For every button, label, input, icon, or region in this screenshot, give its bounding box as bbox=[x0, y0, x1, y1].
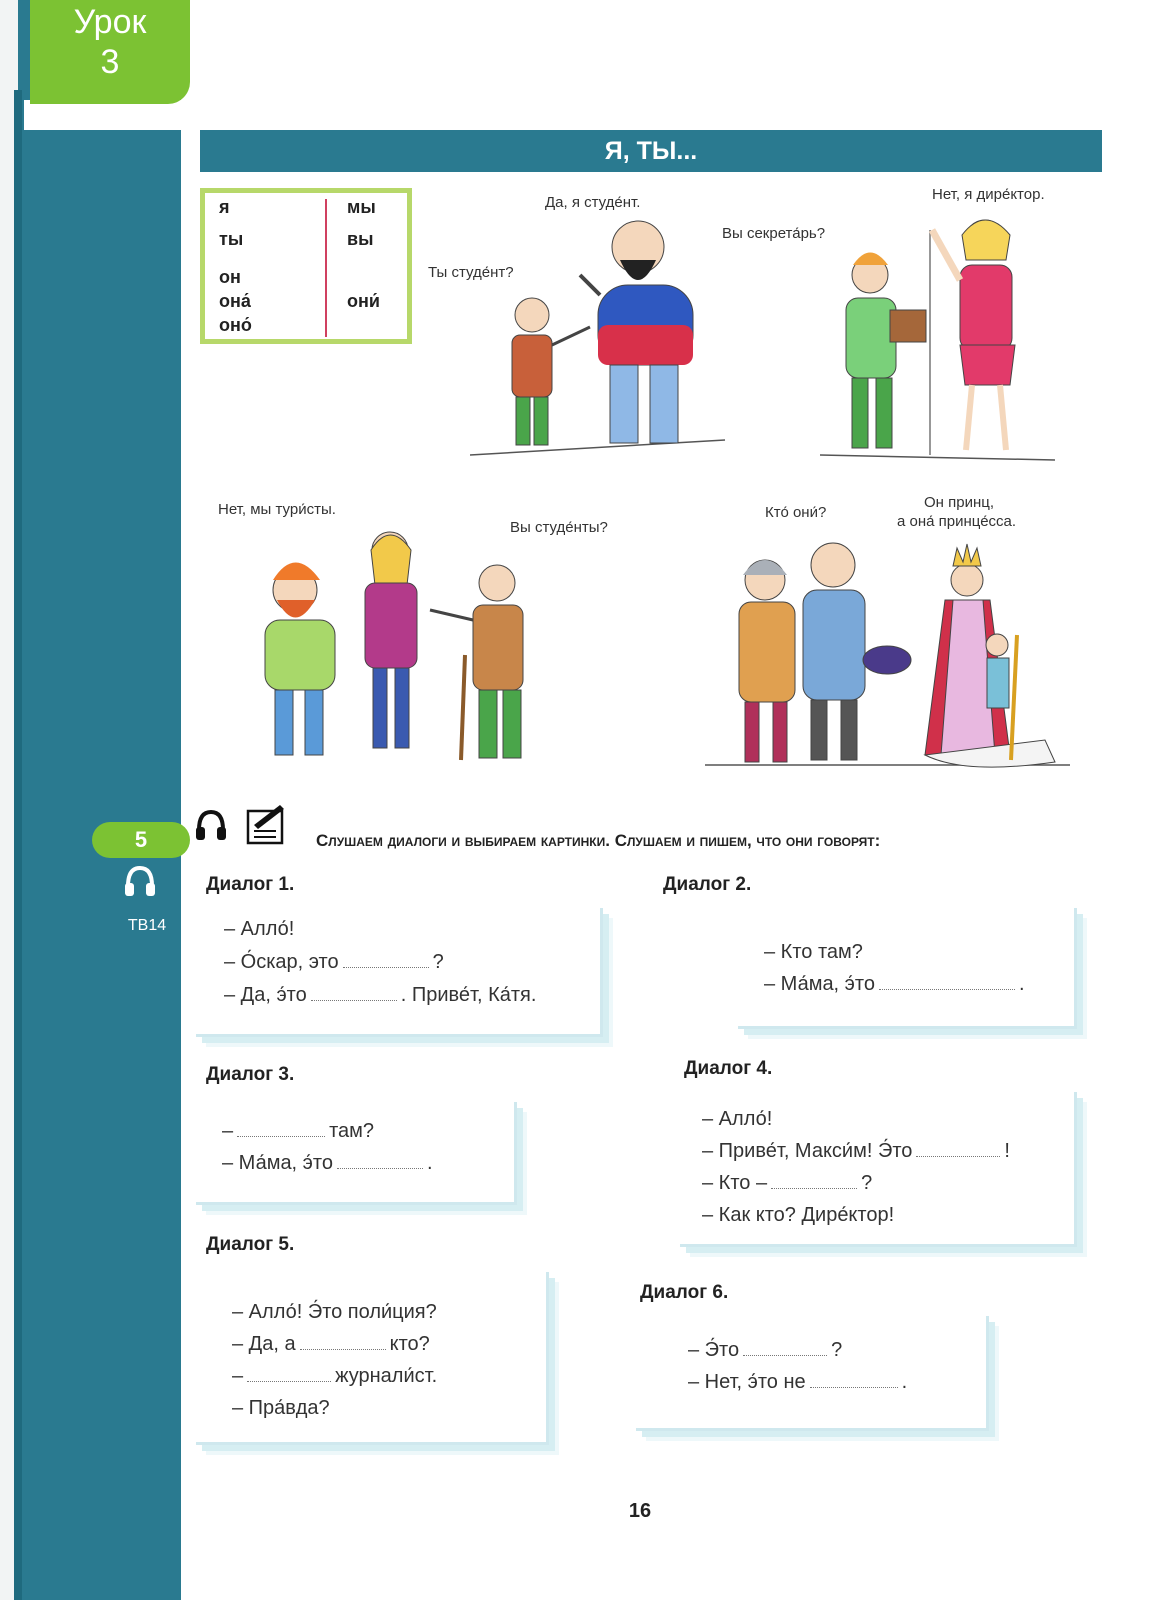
pronoun-ona: она́ bbox=[219, 291, 251, 311]
exercise-instruction: Слушаем диалоги и выбираем картинки. Слушаем и пишем, что они говорят: bbox=[316, 831, 881, 850]
dialog-5-line-2-start: – Да, а bbox=[232, 1333, 296, 1355]
pronoun-table bbox=[200, 188, 412, 344]
speech-yes-student: Да, я студе́нт. bbox=[545, 194, 641, 211]
dialog-5-line-2-end: кто? bbox=[389, 1333, 430, 1355]
dialog-5-line-3-start: – bbox=[232, 1365, 244, 1387]
dialog-1-line-3-start: – Да, э́то bbox=[224, 984, 307, 1006]
dialog-2-line-2 bbox=[764, 973, 1025, 996]
dialog-4-line-1: – Алло́! bbox=[702, 1108, 773, 1130]
exercise-number-badge: 5 bbox=[92, 822, 190, 858]
dialog-2-line-2-start: – Ма́ма, э́то bbox=[764, 973, 875, 995]
royalty-scene-illustration bbox=[705, 540, 1075, 780]
dialog-4-line-2 bbox=[702, 1140, 1010, 1163]
dialog-1-line-2-start: – О́скар, это bbox=[224, 951, 339, 973]
dialog-4-line-2-end: ! bbox=[1004, 1140, 1010, 1162]
pronoun-on: он bbox=[219, 267, 241, 287]
dialog-6-line-2-end: . bbox=[901, 1371, 908, 1393]
answer-blank[interactable] bbox=[771, 1187, 857, 1189]
lesson-word: Урок bbox=[73, 3, 147, 41]
dialog-2-card bbox=[738, 908, 1077, 1029]
pronoun-oni: они́ bbox=[347, 291, 380, 311]
dialog-3-line-1-start: – bbox=[222, 1120, 234, 1142]
audio-track-label: TB14 bbox=[127, 917, 167, 934]
answer-blank[interactable] bbox=[311, 999, 397, 1001]
speech-you-students: Вы студе́нты? bbox=[510, 519, 608, 536]
dialog-1-line-3-end: . Приве́т, Ка́тя. bbox=[400, 984, 537, 1006]
speech-princess: а она́ принце́сса. bbox=[897, 513, 1017, 530]
dialog-6-line-2 bbox=[688, 1371, 907, 1394]
dialog-3-line-2-end: . bbox=[426, 1152, 433, 1174]
student-scene-illustration bbox=[470, 215, 730, 470]
answer-blank[interactable] bbox=[810, 1386, 898, 1388]
dialog-5-line-2 bbox=[232, 1333, 430, 1356]
dialog-3-line-1-end: там? bbox=[329, 1120, 375, 1142]
pronoun-ya: я bbox=[219, 197, 230, 217]
pronoun-vy: вы bbox=[347, 229, 374, 249]
lesson-spine bbox=[18, 0, 181, 1600]
lesson-number: 3 bbox=[100, 43, 120, 81]
speech-you-secretary: Вы секрета́рь? bbox=[722, 225, 826, 242]
dialog-5-line-3 bbox=[232, 1365, 437, 1388]
dialog-1-title: Диалог 1. bbox=[206, 874, 295, 895]
dialog-1-line-1: – Алло́! bbox=[224, 918, 295, 940]
speech-who-are-they: Кто́ они́? bbox=[765, 504, 827, 521]
tourists-scene-illustration bbox=[225, 525, 545, 775]
lesson-tab bbox=[30, 0, 190, 104]
director-scene-illustration bbox=[820, 210, 1060, 470]
dialog-6-line-1-end: ? bbox=[831, 1339, 843, 1361]
speech-tourists: Нет, мы тури́сты. bbox=[218, 501, 336, 518]
dialog-1-line-2 bbox=[224, 951, 444, 974]
answer-blank[interactable] bbox=[916, 1155, 1000, 1157]
answer-blank[interactable] bbox=[300, 1348, 386, 1350]
dialog-6-line-1-start: – Э́то bbox=[688, 1339, 740, 1361]
answer-blank[interactable] bbox=[879, 988, 1015, 990]
dialog-1-line-3 bbox=[224, 984, 536, 1007]
dialog-5-line-3-end: журнали́ст. bbox=[335, 1365, 438, 1387]
dialog-2-title: Диалог 2. bbox=[663, 874, 752, 895]
pronoun-my: мы bbox=[347, 197, 376, 217]
table-divider bbox=[325, 199, 327, 337]
dialog-6-title: Диалог 6. bbox=[640, 1282, 729, 1303]
dialog-3-line-2-start: – Ма́ма, э́то bbox=[222, 1152, 333, 1174]
headphones-white-icon bbox=[122, 864, 158, 898]
dialog-4-line-2-start: – Приве́т, Макси́м! Э́то bbox=[702, 1140, 913, 1162]
dialog-6-line-1 bbox=[688, 1339, 842, 1362]
dialog-1-line-2-end: ? bbox=[432, 951, 444, 973]
pronoun-ty: ты bbox=[219, 229, 244, 249]
dialog-6-line-2-start: – Нет, э́то не bbox=[688, 1371, 806, 1393]
speech-prince: Он принц, bbox=[924, 494, 995, 511]
dialog-3-line-1 bbox=[222, 1120, 374, 1143]
speech-director: Нет, я дире́ктор. bbox=[932, 186, 1045, 203]
spine-strip bbox=[14, 90, 22, 1600]
dialog-3-title: Диалог 3. bbox=[206, 1064, 295, 1085]
dialog-4-line-3 bbox=[702, 1172, 872, 1195]
answer-blank[interactable] bbox=[743, 1354, 827, 1356]
answer-blank[interactable] bbox=[247, 1380, 331, 1382]
dialog-5-line-1: – Алло́! Э́то поли́ция? bbox=[232, 1301, 437, 1323]
section-title: Я, ТЫ... bbox=[200, 130, 1102, 172]
tab-shade bbox=[24, 100, 188, 130]
dialog-3-line-2 bbox=[222, 1152, 433, 1175]
answer-blank[interactable] bbox=[337, 1167, 423, 1169]
dialog-4-title: Диалог 4. bbox=[684, 1058, 773, 1079]
dialog-4-line-3-start: – Кто – bbox=[702, 1172, 768, 1194]
page-number: 16 bbox=[628, 1500, 652, 1522]
answer-blank[interactable] bbox=[343, 966, 429, 968]
answer-blank[interactable] bbox=[237, 1135, 325, 1137]
speech-you-student: Ты студе́нт? bbox=[428, 264, 514, 281]
writing-icon bbox=[244, 803, 286, 845]
dialog-5-title: Диалог 5. bbox=[206, 1234, 295, 1255]
dialog-2-line-1: – Кто там? bbox=[764, 941, 863, 963]
pronoun-ono: оно́ bbox=[219, 315, 252, 335]
dialog-4-line-3-end: ? bbox=[861, 1172, 873, 1194]
dialog-2-line-2-end: . bbox=[1018, 973, 1025, 995]
dialog-5-line-4: – Пра́вда? bbox=[232, 1397, 330, 1419]
dialog-4-line-4: – Как кто? Дире́ктор! bbox=[702, 1204, 895, 1226]
headphones-icon bbox=[194, 808, 228, 842]
